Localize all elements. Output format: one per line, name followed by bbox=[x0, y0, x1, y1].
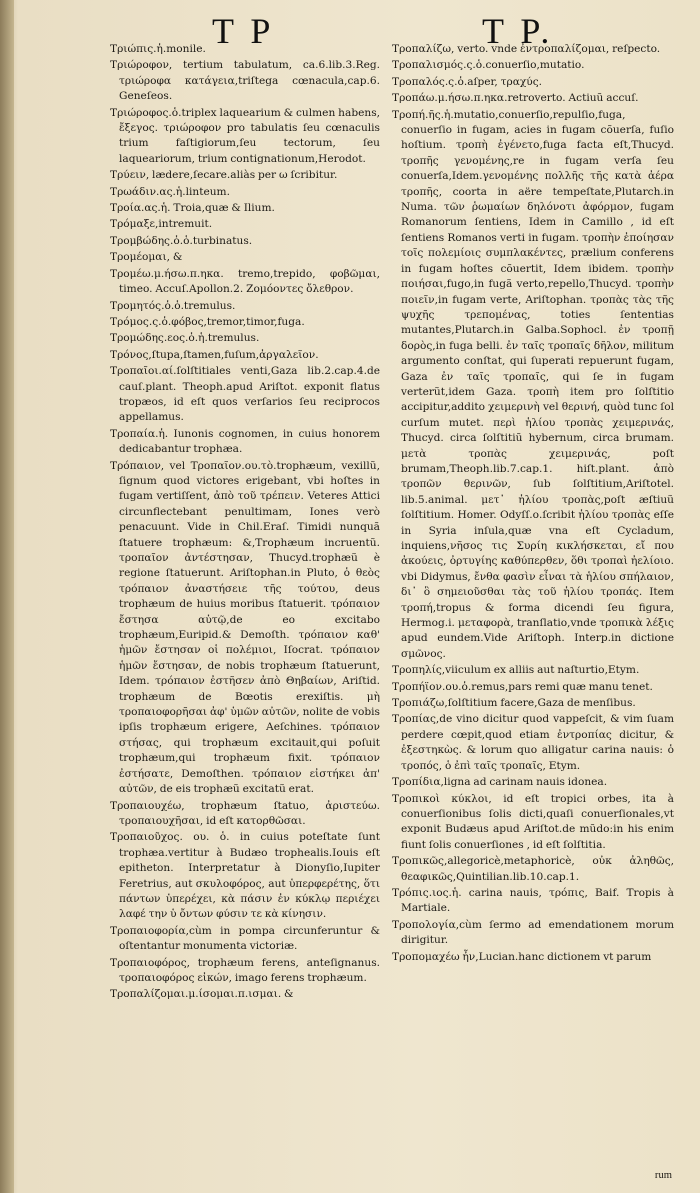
dictionary-entry: Τρομέω.μ.ήσω.π.ηκα. tremo,trepido, φοβῶμαι, timeo. Accuſ.Apollon.2. Ζομόοντες ὄλεθρον. bbox=[110, 267, 380, 296]
running-head-right: T P. bbox=[482, 11, 554, 51]
dictionary-entry: Τρομώδης.εος.ὁ.ἡ.tremulus. bbox=[110, 332, 260, 345]
dictionary-entry: Τρόπαιον, vel Τροπαῖον.ου.τὸ.trophæum, vexillũ, ſignum quod victores erigebant, vbi hoſtes in fugam vertiſſent, ἀπὸ τοῦ τρέπειν. Veteres Attici circunflectebant penultimam, Iones verò penacuunt. Vide in Chil.Eraſ. Timidi nunquã ſtatuere trophæum: &,Trophæum incruentũ. τροπαῖον ἀντέστησαν, Thucyd.trophæũ è regione ſtatuerunt. Ariſtophan.in Pluto, ὁ θεὸς τρόπαιον ἀναστήσειε τῆς τούτου, deus trophæum de huius moribus ſtatuerit. τρόπαιον ἔστησα αὐτῷ,de eo excitabo trophæum,Euripid.& Demoſth. τρόπαιον καθ' ἡμῶν ἔστησαν οἱ πολέμιοι, Iſocrat. τρόπαιον ἡμῶν ἔστησαν, de nobis trophæum ſtatuerunt, Idem. τρόπαιον ἐστῆσεν ἀπὸ Θηβαίων, Ariſtid. trophæum de Bœotis erexiſtis. μὴ τροπαιοφορῆσαι ἀφ' ὑμῶν αὐτῶν, nolite de vobis ipſis trophæum erigere, Aeſchines. τρόπαιον στήσας, qui trophæum excitauit,qui poſuit trophæum,qui trophæum fixit. τρόπαιον ἐστήσατε, Demoſthen. τρόπαιον εἰστήκει ἀπ' αὐτῶν, de eis trophæũ excitatũ erat. bbox=[110, 459, 380, 796]
dictionary-entry: Τριώροφον, tertium tabulatum, ca.6.lib.3.Reg. τριώροφα κατάγεια,triſtega cœnacula,cap.6. Geneſeos. bbox=[110, 59, 380, 103]
dictionary-entry: Τροπαλίζω, verto. vnde ἐντροπαλίζομαι, reſpecto. bbox=[392, 43, 661, 55]
dictionary-entry: Τροπαία.ἡ. Iunonis cognomen, in cuius honorem dedicabantur trophæa. bbox=[110, 427, 380, 456]
dictionary-entry: Τροπή.ῆς.ἡ.mutatio,conuerſio,repulſio,fuga, conuerſio in fugam, acies in fugam cõuerſa, fuſio hoſtium. τροπὴ ἐγένετο,fuga facta eſt,Thucyd. τροπῆς γενομένης,re in fugam verſa ſeu conuerſa,Idem.γενομένης πολλῆς τῆς κατὰ ἀέρα τροπῆς, coorta in aëre tempeſtate,Plutarch.in Numa. τῶν ῥωμαίων δηλόνοτι ἀφόρμον, fugam Romanorum ſentiens, Idem in Camillo , id eſt ſentiens Romanos verti in fugam. τροπὴν ἐποίησαν τοῖς πολεμίοις συμπλακέντες, prælium conferens in fugam hoſtes cõuertit, Idem ibidem. τροπὴν ποιήσαι,fugo,in fugã verto,repello,Thucyd. τροπὴν ποιεῖν,in fugam verte, Ariſtophan. τροπὰς τὰς τῆς ψυχῆς τρεπομένας, toties ſententias mutantes,Plutarch.in Galba.Sophocl. ἐν τροπῇ δορὸς,in fuga belli. ἐν ταῖς τροπαῖς δῆλον, militum argumento conſtat, qui ſuperati repuerunt fugam, Gaza ἐν ταῖς τροπαῖς, qui ſe in fugam verterũt,idem Gaza. τροπὴ item pro ſolſtitio accipitur,addito χειμερινὴ vel θερινή, quòd tunc ſol curſum mutet. περὶ ἡλίου τροπὰς χειμερινάς, Thucyd. circa ſolſtitiũ hybernum, circa brumam. μετὰ τροπὰς χειμερινάς, poſt brumam,Theoph.lib.7.cap.1. hiſt.plant. ἀπὸ τροπῶν θερινῶν, ſub ſolſtitium,Ariſtotel. lib.5.animal. μετ᾽ ἡλίου τροπὰς,poſt æſtiuũ ſolſtitium. Homer. Odyſſ.ο.ſcribit ἡλίου τροπὰς eſſe in Syria inſula,quæ vna eſt Cycladum, inquiens,νῆσος τις Συρίη κικλήσκεται, εἴ που ἀκούεις, ὀρτυγίης καθύπερθεν, ὅθι τροπαὶ ἠελίοιο. vbi Didymus, ἔνθα φασὶν εἶναι τὰ ἡλίου σπήλαιον, δι᾽ ὃ σημειοῦσθαι τὰς τοῦ ἡλίου τροπάς. Item τροπή,tropus & forma dicendi ſeu figura, Hermog.i. μεταφορὰ, tranſlatio,vnde τροπικὰ λέξις apud eundem.Vide Ariſtoph. Interp.in dictione σμῶνος. bbox=[392, 108, 674, 660]
running-head-left: T P bbox=[212, 11, 275, 51]
dictionary-entry: Τροπολογία,cùm ſermo ad emendationem morum dirigitur. bbox=[392, 918, 674, 947]
dictionary-entry: Τρύειν, lædere,ſecare.aliàs per ω ſcribitur. bbox=[110, 169, 338, 182]
dictionary-entry: Τροπαλισμός.ς.ὁ.conuerſio,mutatio. bbox=[392, 59, 585, 72]
dictionary-entry: Τροπαιοφορία,cùm in pompa circunferuntur & oſtentantur monumenta victoriæ. bbox=[110, 924, 380, 953]
dictionary-entry: Τροπίδια,ligna ad carinam nauis idonea. bbox=[392, 776, 608, 789]
page-gutter-shadow bbox=[0, 0, 14, 1193]
dictionary-entry: Τροπαλίζομαι.μ.ίσομαι.π.ισμαι. & bbox=[110, 988, 294, 1001]
dictionary-entry: Τρωάδιν.ας.ἡ.linteum. bbox=[110, 185, 230, 198]
dictionary-entry: Τρόνος,ſtupa,ſtamen,fuſum,ἀργαλεῖον. bbox=[110, 348, 319, 361]
dictionary-entry: Τροπαιοφόρος, trophæum ferens, anteſignanus. τροπαιοφόρος εἰκών, imago ferens trophæum. bbox=[110, 956, 380, 984]
left-column bbox=[110, 42, 380, 1004]
dictionary-entry: Τροπαιουχέω, trophæum ſtatuo, ἀριστεύω. τροπαιουχῆσαι, id eſt κατορθῶσαι. bbox=[110, 799, 380, 827]
dictionary-entry: Τροπομαχέω ἦν,Lucian.hanc dictionem vt parum bbox=[392, 950, 652, 963]
dictionary-entry: Τροπαλός.ς.ὁ.aſper, τραχύς. bbox=[392, 75, 543, 88]
dictionary-entry: Τροπηλίς,viiculum ex alliis aut naſturtio,Etym. bbox=[392, 664, 640, 677]
dictionary-entry: Τροπικῶς,allegoricè,metaphoricè, οὐκ ἀληθῶς, θεαφικῶς,Quintilian.lib.10.cap.1. bbox=[392, 855, 674, 883]
dictionary-entry: Τρομέομαι, & bbox=[110, 251, 183, 264]
dictionary-entry: Τροπαῖοι.αί.ſolſtitiales venti,Gaza lib.2.cap.4.de cauſ.plant. Theoph.apud Ariſtot. exponit flatus tropæos, id eſt quos verſarios ſeu reciprocos appellamus. bbox=[110, 365, 380, 424]
dictionary-entry: Τροπίας,de vino dicitur quod vappeſcit, & vim ſuam perdere cœpit,quod etiam ἐντροπίας dicitur, & ἐξεστηκὼς. & lorum quo alligatur carina nauis: ὁ τροπός, ὁ ἐπὶ ταῖς τροπαῖς, Etym. bbox=[392, 713, 674, 772]
dictionary-entry: Τριώπις.ἡ.monile. bbox=[110, 43, 206, 55]
right-column bbox=[392, 42, 674, 966]
dictionary-entry: Τροπάω.μ.ήσω.π.ηκα.retroverto. Actiuũ accuſ. bbox=[392, 92, 639, 105]
dictionary-entry: Τροπήϊον.ου.ὁ.remus,pars remi quæ manu tenet. bbox=[392, 680, 653, 693]
dictionary-entry: Τροπικοὶ κύκλοι, id eſt tropici orbes, ita à conuerſionibus ſolis dicti,quaſi conuerſionales,vt exponit Budæus apud Ariſtot.de mũdo:in his enim fiunt ſolis conuerſiones , id eſt ſolſtitia. bbox=[392, 792, 674, 851]
dictionary-entry: Τροία.ας.ἡ. Troia,quæ & Ilium. bbox=[110, 202, 275, 215]
catchword: rum bbox=[654, 1170, 672, 1181]
dictionary-entry: Τρομητός.ὁ.ὁ.tremulus. bbox=[110, 299, 236, 312]
dictionary-entry: Τροπαιοῦχος. ου. ὁ. in cuius poteſtate ſunt trophæa.vertitur à Budæo trophealis.Iouis eſt epitheton. Interpretatur à Dionyſio,Iupiter Feretrius, aut σκυλοφόρος, aut ὑπερφερέτης, ὅτι πάντων ὑπερέχει, κὰ πάσιν ἐν κύκλῳ περιέχει λαφέ την ὑ ὄντων φύσιν τε κὰ κίνησιν. bbox=[110, 831, 380, 921]
dictionary-entry: Τρομβώδης.ὁ.ὁ.turbinatus. bbox=[110, 234, 253, 247]
dictionary-entry: Τρόμος.ς.ὁ.φόβος,tremor,timor,fuga. bbox=[110, 315, 305, 328]
dictionary-entry: Τροπιάζω,ſolſtitium facere,Gaza de menſibus. bbox=[392, 697, 636, 710]
dictionary-entry: Τριώροφος.ὁ.triplex laquearium & culmen habens, ἔξεγος. τριώροφον pro tabulatis ſeu cœnaculis trium faſtigiorum,ſeu tectorum, ſeu laqueariorum, trium contignationum,Herodot. bbox=[110, 106, 380, 165]
dictionary-entry: Τρόπις.ιος.ἡ. carina nauis, τρόπις, Baif. Tropis à Martiale. bbox=[392, 886, 674, 915]
dictionary-entry: Τρόμαξε,intremuit. bbox=[110, 218, 213, 231]
